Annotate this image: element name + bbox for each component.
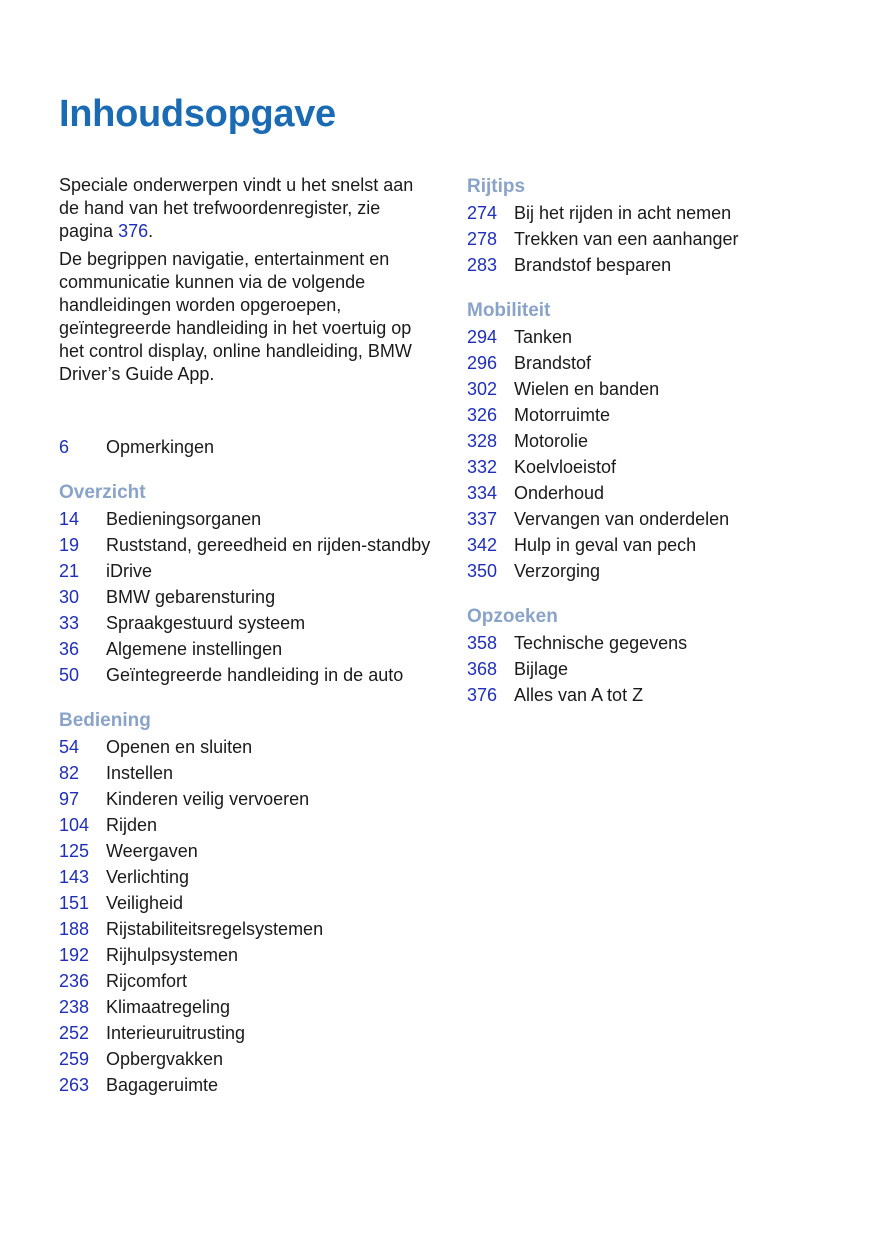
toc-page-number[interactable]: 283 [467, 255, 498, 275]
toc-entry[interactable] [59, 1072, 431, 1098]
toc-label[interactable]: Hulp in geval van pech [514, 535, 697, 555]
toc-page-number[interactable]: 104 [59, 815, 90, 835]
toc-label[interactable]: Bedieningsorganen [106, 509, 262, 529]
toc-label[interactable]: Rijhulpsystemen [106, 945, 239, 965]
toc-page-number[interactable]: 33 [59, 613, 80, 633]
toc-entry[interactable] [59, 532, 431, 558]
toc-entry[interactable] [59, 1020, 431, 1046]
toc-page-number[interactable]: 97 [59, 789, 80, 809]
toc-page-number[interactable]: 54 [59, 737, 80, 757]
toc-section [59, 708, 431, 1098]
right-column [467, 174, 847, 728]
toc-page-number[interactable]: 151 [59, 893, 90, 913]
toc-entry[interactable] [467, 558, 847, 584]
toc-label[interactable]: Wielen en banden [514, 379, 660, 399]
toc-entry[interactable] [467, 656, 847, 682]
toc-entry[interactable] [467, 506, 847, 532]
toc-label[interactable]: Rijden [106, 815, 158, 835]
toc-page-number[interactable]: 50 [59, 665, 80, 685]
toc-entry[interactable] [467, 402, 847, 428]
toc-label[interactable]: Interieuruitrusting [106, 1023, 246, 1043]
toc-page-number[interactable]: 274 [467, 203, 498, 223]
toc-entry[interactable] [59, 558, 431, 584]
toc-page-number[interactable]: 143 [59, 867, 90, 887]
toc-page-number[interactable]: 238 [59, 997, 90, 1017]
toc-page-number[interactable]: 337 [467, 509, 498, 529]
toc-label[interactable]: iDrive [106, 561, 153, 581]
toc-page-number[interactable]: 82 [59, 763, 80, 783]
toc-entry[interactable] [59, 1046, 431, 1072]
toc-entry[interactable] [467, 682, 847, 708]
toc-section [467, 174, 847, 278]
intro-paragraph-1: Speciale onderwerpen vindt u het snelst aan de hand van het trefwoordenregister, zie pagina 376. [59, 175, 414, 241]
toc-entry[interactable] [59, 636, 431, 662]
toc-label[interactable]: Weergaven [106, 841, 198, 861]
section-title: Mobiliteit [467, 300, 551, 321]
toc-section [467, 298, 847, 584]
toc-label[interactable]: Bijlage [514, 659, 569, 679]
toc-label[interactable]: Bij het rijden in acht nemen [514, 203, 732, 223]
toc-page-number[interactable]: 350 [467, 561, 498, 581]
toc-label[interactable]: Technische gegevens [514, 633, 688, 653]
toc-label[interactable]: Spraakgestuurd systeem [106, 613, 306, 633]
toc-label[interactable]: Motorolie [514, 431, 589, 451]
intro-paragraph-2: De begrippen navigatie, entertainment en communicatie kunnen via de volgende handleidingen worden opgeroepen, geïntegreerde handleiding in het voertuig op het control display, online handleiding, BMW Driver’s Guide App. [59, 249, 412, 384]
toc-page-number[interactable]: 342 [467, 535, 498, 555]
toc-label[interactable]: BMW gebarensturing [106, 587, 276, 607]
toc-page-number[interactable]: 278 [467, 229, 498, 249]
toc-page-number[interactable]: 263 [59, 1075, 90, 1095]
toc-page-number[interactable]: 376 [467, 685, 498, 705]
toc-label[interactable]: Verzorging [514, 561, 601, 581]
toc-page-number[interactable]: 236 [59, 971, 90, 991]
toc-section [59, 480, 431, 688]
intro-text: Speciale onderwerpen vindt u het snelst aan de hand van het trefwoordenregister, zie pagina [59, 175, 414, 241]
toc-entry[interactable] [467, 532, 847, 558]
toc-page-number[interactable]: 36 [59, 639, 80, 659]
left-sections [59, 480, 431, 1098]
toc-page-number[interactable]: 188 [59, 919, 90, 939]
toc-label[interactable]: Openen en sluiten [106, 737, 253, 757]
toc-page-number[interactable]: 334 [467, 483, 498, 503]
section-title: Bediening [59, 710, 151, 731]
toc-label[interactable]: Brandstof besparen [514, 255, 672, 275]
section-title: Rijtips [467, 176, 526, 197]
toc-page-number[interactable]: 192 [59, 945, 90, 965]
toc-label[interactable]: Veiligheid [106, 893, 184, 913]
toc-page-number[interactable]: 30 [59, 587, 80, 607]
toc-label[interactable]: Opbergvakken [106, 1049, 224, 1069]
toc-entry[interactable] [467, 324, 847, 350]
toc-page-number[interactable]: 368 [467, 659, 498, 679]
toc-label[interactable]: Kinderen veilig vervoeren [106, 789, 310, 809]
toc-page-number[interactable]: 14 [59, 509, 80, 529]
toc-label[interactable]: Tanken [514, 327, 573, 347]
toc-entry[interactable] [59, 760, 431, 786]
toc-label[interactable]: Koelvloeistof [514, 457, 617, 477]
toc-page-number[interactable]: 259 [59, 1049, 90, 1069]
toc-section [467, 604, 847, 708]
toc-entry[interactable] [59, 434, 431, 460]
toc-page-number[interactable]: 294 [467, 327, 498, 347]
toc-label[interactable]: Brandstof [514, 353, 592, 373]
left-column [59, 174, 431, 1118]
toc-entry[interactable] [59, 812, 431, 838]
toc-entry[interactable] [467, 200, 847, 226]
toc-entry[interactable] [59, 916, 431, 942]
index-page-link[interactable]: 376 [118, 221, 149, 241]
toc-label[interactable]: Klimaatregeling [106, 997, 231, 1017]
toc-label[interactable]: Trekken van een aanhanger [514, 229, 739, 249]
toc-entry[interactable] [59, 662, 431, 688]
toc-entry[interactable] [59, 610, 431, 636]
toc-entry[interactable] [59, 864, 431, 890]
toc-entry[interactable] [467, 252, 847, 278]
toc-page-number[interactable]: 302 [467, 379, 498, 399]
toc-entry[interactable] [467, 376, 847, 402]
toc-label[interactable]: Vervangen van onderdelen [514, 509, 730, 529]
toc-entry[interactable] [59, 584, 431, 610]
toc-label[interactable]: Alles van A tot Z [514, 685, 644, 705]
toc-label[interactable]: Motorruimte [514, 405, 611, 425]
toc-label[interactable]: Rijstabiliteitsregelsystemen [106, 919, 324, 939]
toc-page-number[interactable]: 6 [59, 437, 70, 457]
toc-page-number[interactable]: 125 [59, 841, 90, 861]
toc-label[interactable]: Rijcomfort [106, 971, 188, 991]
right-sections [467, 174, 847, 708]
toc-entry[interactable] [467, 226, 847, 252]
toc-entry[interactable] [59, 734, 431, 760]
toc-label[interactable]: Verlichting [106, 867, 190, 887]
section-title: Overzicht [59, 482, 146, 503]
toc-page-number[interactable]: 296 [467, 353, 498, 373]
section-title: Opzoeken [467, 606, 558, 627]
toc-label[interactable]: Geïntegreerde handleiding in de auto [106, 665, 404, 685]
toc-entry[interactable] [59, 506, 431, 532]
toc-label[interactable]: Opmerkingen [106, 437, 215, 457]
toc-label[interactable]: Bagageruimte [106, 1075, 219, 1095]
toc-entry[interactable] [59, 890, 431, 916]
toc-page-number[interactable]: 21 [59, 561, 80, 581]
intro [59, 174, 431, 386]
toc-entry[interactable] [467, 428, 847, 454]
toc-label[interactable]: Instellen [106, 763, 174, 783]
toc-entry[interactable] [59, 968, 431, 994]
toc-label[interactable]: Ruststand, gereedheid en rijden-standby [106, 535, 431, 555]
toc-entry[interactable] [59, 786, 431, 812]
toc-entry[interactable] [467, 630, 847, 656]
toc-label[interactable]: Onderhoud [514, 483, 605, 503]
toc-entry[interactable] [467, 350, 847, 376]
toc-page-number[interactable]: 252 [59, 1023, 90, 1043]
toc-page-number[interactable]: 358 [467, 633, 498, 653]
toc-label[interactable]: Algemene instellingen [106, 639, 283, 659]
toc-page-number[interactable]: 326 [467, 405, 498, 425]
toc-entry[interactable] [59, 994, 431, 1020]
toc-entry[interactable] [59, 942, 431, 968]
toc-entry[interactable] [467, 480, 847, 506]
toc-entry[interactable] [59, 838, 431, 864]
toc-page-number[interactable]: 19 [59, 535, 80, 555]
toc-entry[interactable] [467, 454, 847, 480]
toc-page-number[interactable]: 328 [467, 431, 498, 451]
toc-page-number[interactable]: 332 [467, 457, 498, 477]
page-title: Inhoudsopgave [59, 93, 336, 135]
